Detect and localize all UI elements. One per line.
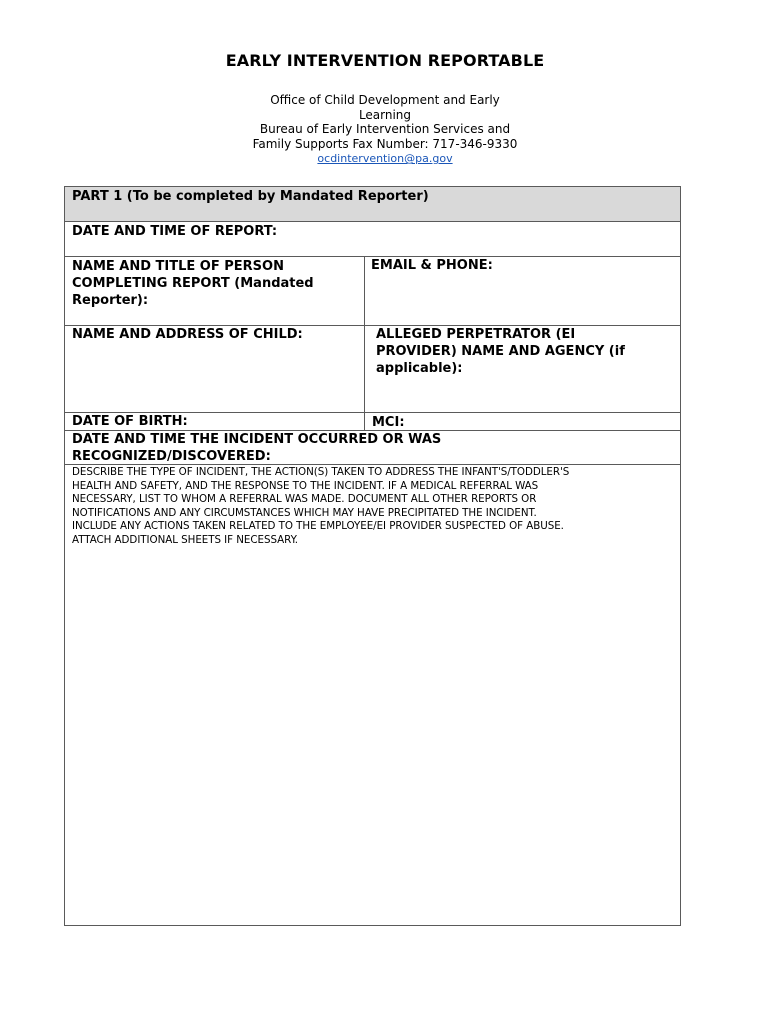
email-link[interactable]: ocdintervention@pa.gov bbox=[317, 152, 453, 166]
incident-datetime-label bbox=[72, 431, 441, 465]
alleged-perpetrator-label-line2: PROVIDER) NAME AND AGENCY (if bbox=[376, 344, 625, 359]
email-phone-label: EMAIL & PHONE: bbox=[371, 258, 493, 273]
reporter-row bbox=[65, 257, 680, 326]
report-form bbox=[64, 186, 681, 926]
child-name-address-label: NAME AND ADDRESS OF CHILD: bbox=[72, 327, 303, 342]
incident-datetime-row[interactable] bbox=[65, 431, 680, 465]
dob-mci-row bbox=[65, 413, 680, 431]
alleged-perpetrator-label bbox=[376, 326, 625, 377]
date-time-report-row[interactable] bbox=[65, 222, 680, 257]
description-line2: HEALTH AND SAFETY, AND THE RESPONSE TO THE INCIDENT. IF A MEDICAL REFERRAL WAS bbox=[72, 479, 539, 492]
alleged-perpetrator-label-line1: ALLEGED PERPETRATOR (EI bbox=[376, 327, 576, 342]
part1-heading: PART 1 (To be completed by Mandated Reporter) bbox=[72, 189, 429, 204]
dob-label: DATE OF BIRTH: bbox=[72, 414, 188, 429]
alleged-perpetrator-label-line3: applicable): bbox=[376, 361, 463, 376]
alleged-perpetrator-field[interactable] bbox=[365, 326, 680, 412]
date-time-report-label: DATE AND TIME OF REPORT: bbox=[72, 224, 278, 239]
description-line5: INCLUDE ANY ACTIONS TAKEN RELATED TO THE EMPLOYEE/EI PROVIDER SUSPECTED OF ABUSE. bbox=[72, 520, 564, 533]
description-line4: NOTIFICATIONS AND ANY CIRCUMSTANCES WHICH MAY HAVE PRECIPITATED THE INCIDENT. bbox=[72, 506, 537, 519]
incident-datetime-label-line2: RECOGNIZED/DISCOVERED: bbox=[72, 449, 271, 464]
reporter-name-label-line2: COMPLETING REPORT (Mandated bbox=[72, 276, 314, 291]
part1-header-row bbox=[65, 187, 680, 222]
email-phone-field[interactable] bbox=[365, 257, 680, 325]
office-name-line2: Learning bbox=[358, 107, 412, 122]
incident-description-field[interactable] bbox=[65, 465, 680, 925]
child-perpetrator-row bbox=[65, 326, 680, 413]
reporter-name-label bbox=[72, 258, 314, 309]
office-header bbox=[235, 93, 535, 167]
incident-datetime-label-line1: DATE AND TIME THE INCIDENT OCCURRED OR WAS bbox=[72, 432, 442, 447]
incident-description-instructions bbox=[65, 465, 680, 548]
reporter-name-label-line1: NAME AND TITLE OF PERSON bbox=[72, 259, 284, 274]
description-line3: NECESSARY, LIST TO WHOM A REFERRAL WAS MADE. DOCUMENT ALL OTHER REPORTS OR bbox=[72, 493, 537, 506]
mci-field[interactable] bbox=[365, 413, 680, 430]
reporter-name-field[interactable] bbox=[65, 257, 365, 325]
description-line6: ATTACH ADDITIONAL SHEETS IF NECESSARY. bbox=[72, 533, 298, 546]
dob-field[interactable] bbox=[65, 413, 365, 430]
document-title: EARLY INTERVENTION REPORTABLE bbox=[225, 51, 545, 70]
description-line1: DESCRIBE THE TYPE OF INCIDENT, THE ACTION(S) TAKEN TO ADDRESS THE INFANT'S/TODDLER'S bbox=[72, 466, 570, 478]
child-name-address-field[interactable] bbox=[65, 326, 365, 412]
reporter-name-label-line3: Reporter): bbox=[72, 293, 149, 308]
fax-number-line: Family Supports Fax Number: 717-346-9330 bbox=[252, 136, 518, 151]
mci-label: MCI: bbox=[372, 415, 405, 430]
bureau-name-line: Bureau of Early Intervention Services and bbox=[259, 122, 511, 137]
office-name-line1: Office of Child Development and Early bbox=[270, 93, 500, 107]
